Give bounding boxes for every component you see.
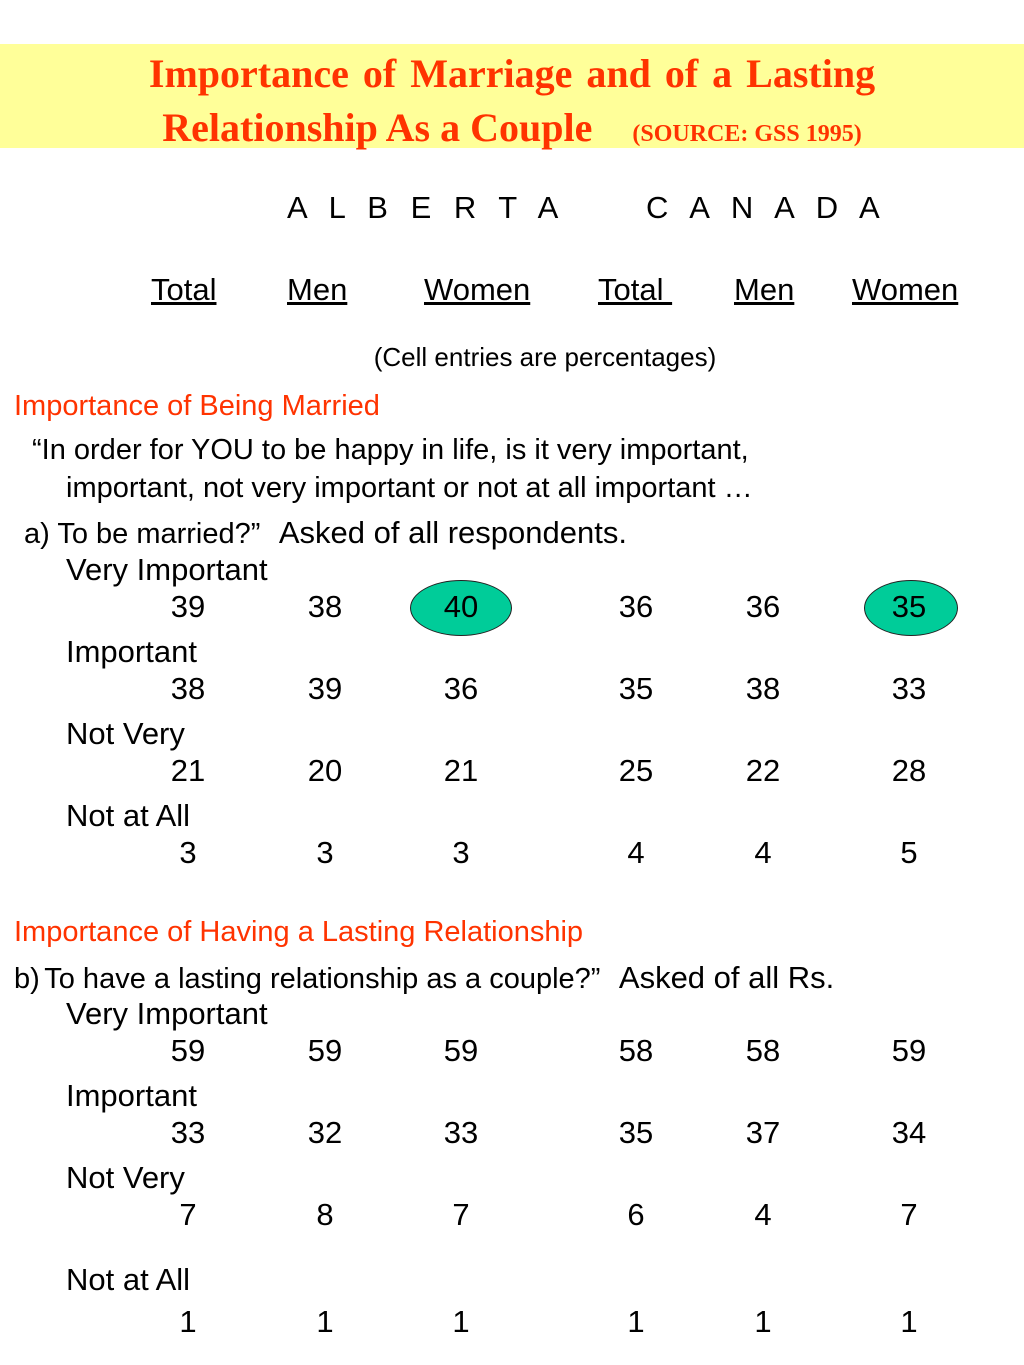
cell-canada-men: 4 (754, 1197, 772, 1232)
cell-canada-total: 35 (618, 671, 654, 706)
section-a-subquestion: a) To be married?” (24, 518, 261, 550)
cell-canada-total: 58 (618, 1033, 654, 1068)
section-a-heading: Importance of Being Married (14, 390, 380, 422)
cell-alberta-women: 3 (452, 835, 470, 870)
cell-alberta-women: 7 (452, 1197, 470, 1232)
category-label: Not at All (66, 798, 191, 833)
cell-alberta-women: 36 (443, 671, 479, 706)
cell-canada-men: 37 (745, 1115, 781, 1150)
cell-canada-women: 5 (900, 835, 918, 870)
col-header-alberta-total: Total (151, 272, 217, 307)
section-b-asked: Asked of all Rs. (618, 960, 835, 995)
cell-alberta-men: 59 (307, 1033, 343, 1068)
cell-alberta-women: 33 (443, 1115, 479, 1150)
cell-alberta-total: 21 (170, 753, 206, 788)
cell-canada-total: 25 (618, 753, 654, 788)
title-line-2-text: Relationship As a Couple (162, 105, 593, 150)
cell-alberta-men: 3 (316, 835, 334, 870)
section-b-subquestion: To have a lasting relationship as a couple?” (44, 963, 601, 995)
cell-alberta-women: 40 (443, 589, 479, 624)
section-b-prefix: b) (14, 963, 40, 995)
alberta-label: A L B E R T A (287, 190, 566, 225)
cell-alberta-total: 7 (179, 1197, 197, 1232)
cell-canada-women: 35 (891, 589, 927, 624)
cell-alberta-men: 20 (307, 753, 343, 788)
cell-canada-total: 35 (618, 1115, 654, 1150)
percent-note: (Cell entries are percentages) (373, 342, 717, 372)
section-a-subquestion-row (24, 515, 627, 551)
cell-canada-women: 59 (891, 1033, 927, 1068)
category-label: Not at All (66, 1262, 191, 1297)
cell-canada-men: 36 (745, 589, 781, 624)
cell-alberta-total: 1 (179, 1304, 197, 1339)
canada-label: C A N A D A (646, 190, 887, 225)
cell-canada-men: 38 (745, 671, 781, 706)
cell-alberta-total: 38 (170, 671, 206, 706)
cell-alberta-total: 33 (170, 1115, 206, 1150)
cell-canada-women: 1 (900, 1304, 918, 1339)
cell-alberta-total: 3 (179, 835, 197, 870)
cell-canada-total: 36 (618, 589, 654, 624)
title-source: (SOURCE: GSS 1995) (632, 121, 862, 147)
cell-canada-men: 4 (754, 835, 772, 870)
category-label: Very Important (66, 552, 268, 587)
cell-canada-men: 58 (745, 1033, 781, 1068)
col-header-alberta-men: Men (287, 272, 348, 307)
cell-alberta-men: 32 (307, 1115, 343, 1150)
cell-canada-women: 34 (891, 1115, 927, 1150)
category-label: Not Very (66, 716, 185, 751)
section-b-heading: Importance of Having a Lasting Relationship (14, 916, 584, 948)
cell-canada-total: 1 (627, 1304, 645, 1339)
cell-canada-men: 1 (754, 1304, 772, 1339)
cell-canada-women: 33 (891, 671, 927, 706)
col-header-canada-total: Total (598, 272, 673, 307)
cell-canada-total: 6 (627, 1197, 645, 1232)
category-label: Important (66, 634, 197, 669)
cell-alberta-total: 39 (170, 589, 206, 624)
col-header-canada-men: Men (734, 272, 795, 307)
title-line-2 (0, 104, 1024, 151)
cell-canada-women: 28 (891, 753, 927, 788)
category-label: Very Important (66, 996, 268, 1031)
cell-canada-women: 7 (900, 1197, 918, 1232)
cell-alberta-men: 8 (316, 1197, 334, 1232)
cell-alberta-men: 38 (307, 589, 343, 624)
section-a-question-line-1: “In order for YOU to be happy in life, is it very important, (32, 434, 749, 466)
section-a-question-line-2: important, not very important or not at all important … (66, 472, 753, 504)
col-header-canada-women: Women (852, 272, 959, 307)
cell-canada-men: 22 (745, 753, 781, 788)
cell-alberta-men: 1 (316, 1304, 334, 1339)
section-b-subquestion-row (14, 960, 834, 996)
cell-alberta-men: 39 (307, 671, 343, 706)
cell-alberta-women: 21 (443, 753, 479, 788)
title-line-1: Importance of Marriage and of a Lasting (148, 51, 876, 96)
section-a-asked: Asked of all respondents. (278, 515, 627, 550)
cell-alberta-women: 59 (443, 1033, 479, 1068)
category-label: Important (66, 1078, 197, 1113)
cell-alberta-women: 1 (452, 1304, 470, 1339)
col-header-alberta-women: Women (424, 272, 531, 307)
cell-alberta-total: 59 (170, 1033, 206, 1068)
category-label: Not Very (66, 1160, 185, 1195)
cell-canada-total: 4 (627, 835, 645, 870)
